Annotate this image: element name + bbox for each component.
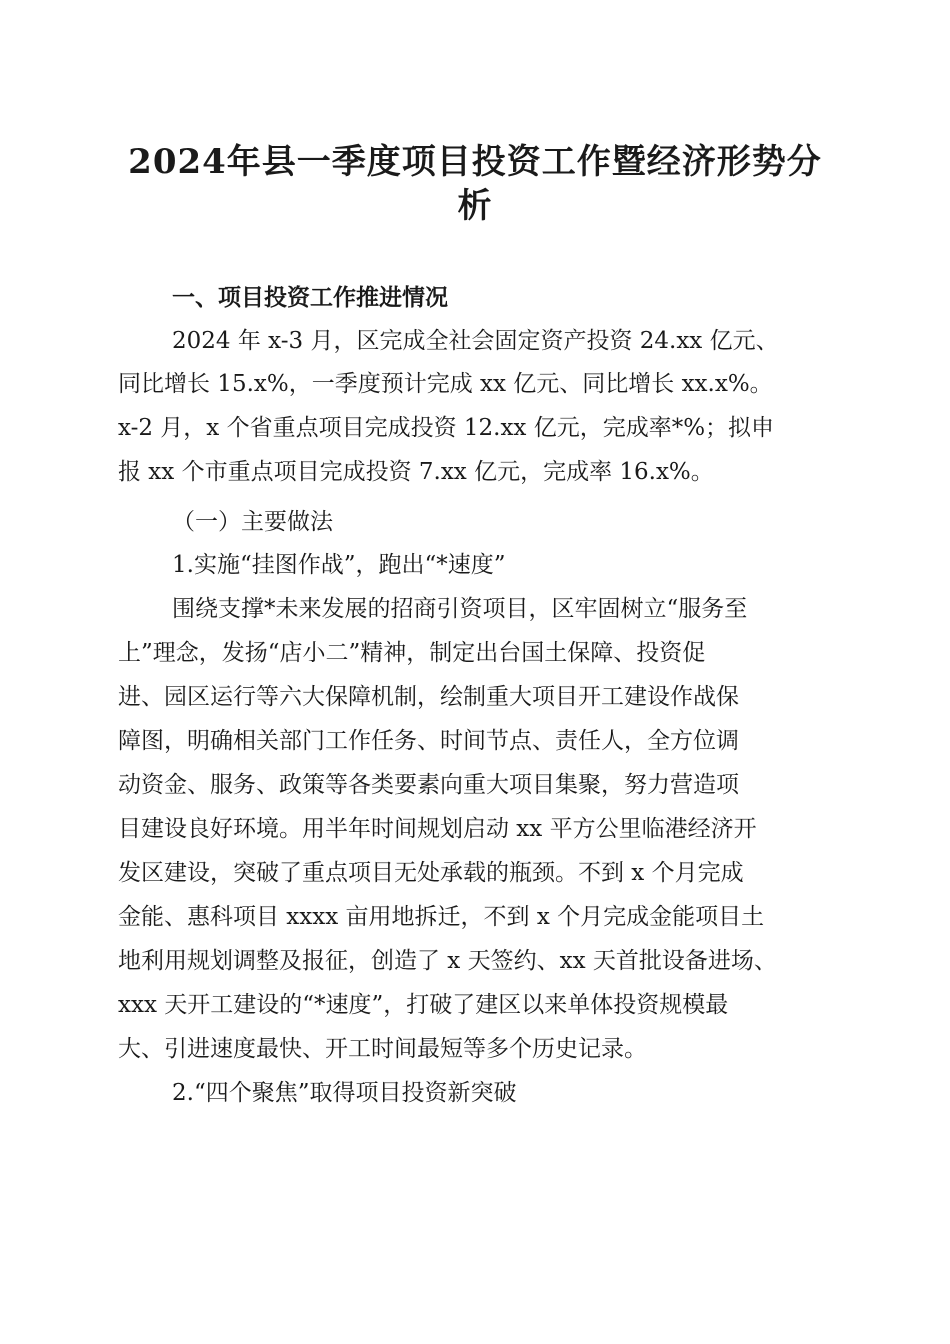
title-line-2: 析 xyxy=(457,186,493,226)
paragraph-line: 围绕支撑*未来发展的招商引资项目，区牢固树立“服务至 xyxy=(172,596,748,622)
paragraph-line: xxx 天开工建设的“*速度”，打破了建区以来单体投资规模最 xyxy=(118,992,729,1018)
paragraph-line: 同比增长 15.x%，一季度预计完成 xx 亿元、同比增长 xx.x%。 xyxy=(118,371,773,397)
item-heading: 2.“四个聚焦”取得项目投资新突破 xyxy=(172,1080,517,1106)
subsection-heading: （一）主要做法 xyxy=(172,509,333,535)
title-line-1: 2024年县一季度项目投资工作暨经济形势分 xyxy=(128,142,822,182)
paragraph-line: 大、引进速度最快、开工时间最短等多个历史记录。 xyxy=(118,1036,647,1062)
paragraph-line: 地利用规划调整及报征，创造了 x 天签约、xx 天首批设备进场、 xyxy=(118,948,777,974)
paragraph-line: 2024 年 x-3 月，区完成全社会固定资产投资 24.xx 亿元、 xyxy=(172,328,779,354)
paragraph-line: 目建设良好环境。用半年时间规划启动 xx 平方公里临港经济开 xyxy=(118,816,757,842)
paragraph-line: 动资金、服务、政策等各类要素向重大项目集聚，努力营造项 xyxy=(118,772,739,798)
paragraph-line: 金能、惠科项目 xxxx 亩用地拆迁，不到 x 个月完成金能项目土 xyxy=(118,904,765,930)
paragraph-line: x-2 月，x 个省重点项目完成投资 12.xx 亿元，完成率*%；拟申 xyxy=(118,415,775,441)
section-heading: 一、项目投资工作推进情况 xyxy=(172,285,448,311)
paragraph-line: 障图，明确相关部门工作任务、时间节点、责任人，全方位调 xyxy=(118,728,739,754)
document-title xyxy=(120,140,830,228)
paragraph-line: 上”理念，发扬“店小二”精神，制定出台国土保障、投资促 xyxy=(118,640,706,666)
paragraph-line: 进、园区运行等六大保障机制，绘制重大项目开工建设作战保 xyxy=(118,684,739,710)
paragraph-line: 发区建设，突破了重点项目无处承载的瓶颈。不到 x 个月完成 xyxy=(118,860,744,886)
item-heading: 1.实施“挂图作战”，跑出“*速度” xyxy=(172,552,506,578)
paragraph-line: 报 xx 个市重点项目完成投资 7.xx 亿元，完成率 16.x%。 xyxy=(118,459,714,485)
